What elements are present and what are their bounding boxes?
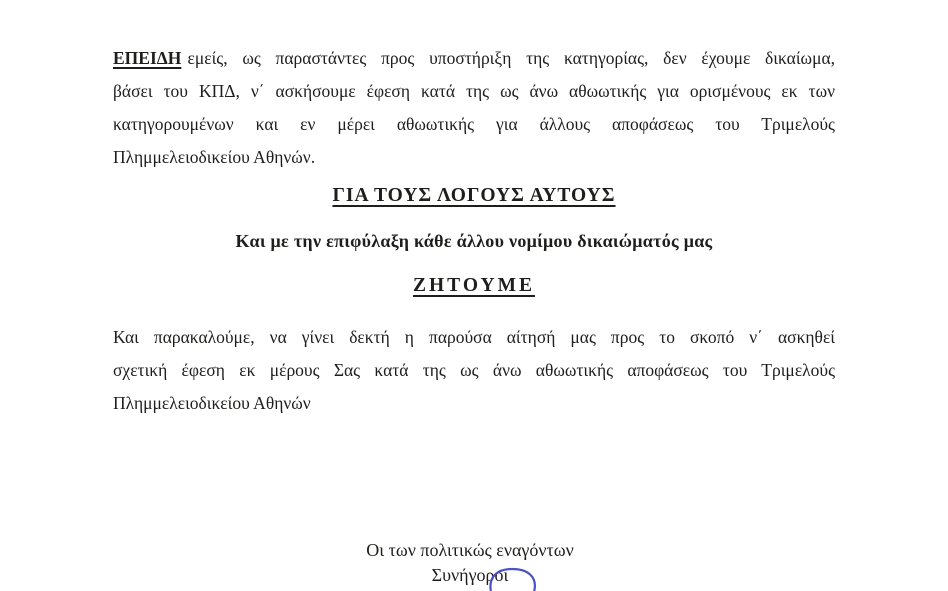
reservation-line: Και με την επιφύλαξη κάθε άλλου νομίμου δικαιώματός μας [235, 231, 713, 251]
heading-we-request-text: ΖΗΤΟΥΜΕ [413, 275, 535, 296]
paragraph-whereas-line-2: βάσει του ΚΠΔ, ν΄ ασκήσουμε έφεση κατά της ως άνω αθωωτικής για ορισμένους εκ των [113, 81, 835, 101]
paragraph-request-line-3: Πλημμελειοδικείου Αθηνών [113, 393, 311, 413]
signature-caption-counsels: Συνήγοροι [431, 565, 509, 585]
lead-word-epeidi: ΕΠΕΙΔΗ [113, 48, 182, 68]
paragraph-whereas-line-1 [113, 42, 835, 75]
paragraph-whereas-line-4: Πλημμελειοδικείου Αθηνών. [113, 147, 316, 167]
paragraph-whereas-line-1-text: εμείς, ως παραστάντες προς υποστήριξη της κατηγορίας, δεν έχουμε δικαίωμα, [187, 48, 835, 68]
signature-pen-stroke [486, 566, 542, 591]
paragraph-whereas [113, 42, 835, 174]
paragraph-request [113, 321, 835, 420]
signature-caption-plaintiffs: Οι των πολιτικώς εναγόντων [366, 540, 574, 560]
heading-for-these-reasons-text: ΓΙΑ ΤΟΥΣ ΛΟΓΟΥΣ ΑΥΤΟΥΣ [332, 185, 616, 206]
paragraph-whereas-line-3: κατηγορουμένων και εν μέρει αθωωτικής για άλλους αποφάσεως του Τριμελούς [113, 114, 835, 134]
heading-for-these-reasons [113, 185, 835, 207]
paragraph-request-line-2: σχετική έφεση εκ μέρους Σας κατά της ως άνω αθωωτικής αποφάσεως του Τριμελούς [113, 360, 835, 380]
paragraph-request-line-1: Και παρακαλούμε, να γίνει δεκτή η παρούσα αίτησή μας προς το σκοπό ν΄ ασκηθεί [113, 327, 835, 347]
heading-we-request [113, 275, 835, 297]
signature-pen-stroke-path [490, 569, 534, 591]
signature-block [113, 538, 827, 588]
